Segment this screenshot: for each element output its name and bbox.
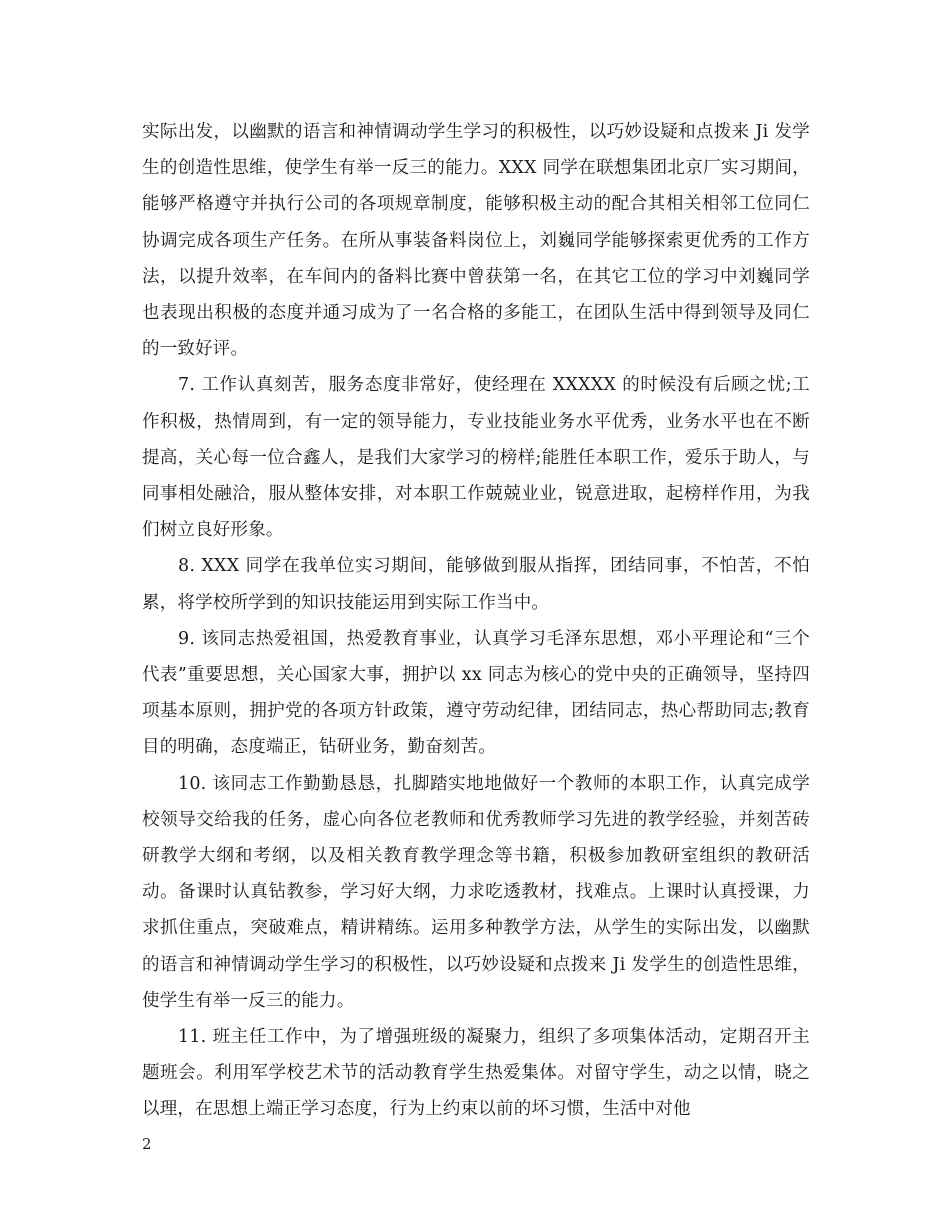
paragraph-item-7: 7. 工作认真刻苦，服务态度非常好，使经理在 XXXXX 的时候没有后顾之忧;工作积极，热情周到，有一定的领导能力，专业技能业务水平优秀，业务水平也在不断提高，关心每一位合鑫人，是我们大家学习的榜样;能胜任本职工作，爱乐于助人，与同事相处融洽，服从整体安排，对本职工作兢兢业业，锐意进取，起榜样作用，为我们树立良好形象。 <box>142 375 810 541</box>
paragraph-item-9: 9. 该同志热爱祖国，热爱教育事业，认真学习毛泽东思想，邓小平理论和“三个代表”重要思想，关心国家大事，拥护以 xx 同志为核心的党中央的正确领导，坚持四项基本原则，拥护党的各项方针政策，遵守劳动纪律，团结同志，热心帮助同志;教育目的明确，态度端正，钻研业务，勤奋刻苦。 <box>142 628 810 758</box>
document-body <box>142 114 810 1128</box>
paragraph-item-11: 11. 班主任工作中，为了增强班级的凝聚力，组织了多项集体活动，定期召开主题班会。利用军学校艺术节的活动教育学生热爱集体。对留守学生，动之以情，晓之以理，在思想上端正学习态度，行为上约束以前的坏习惯，生活中对他 <box>142 1027 810 1120</box>
paragraph-item-8: 8. XXX 同学在我单位实习期间，能够做到服从指挥，团结同事，不怕苦，不怕累，将学校所学到的知识技能运用到实际工作当中。 <box>142 556 810 613</box>
paragraph-item-10: 10. 该同志工作勤勤恳恳，扎脚踏实地地做好一个教师的本职工作，认真完成学校领导交给我的任务，虚心向各位老教师和优秀教师学习先进的教学经验，并刻苦砖研教学大纲和考纲，以及相关教育教学理念等书籍，积极参加教研室组织的教研活动。备课时认真钻教参，学习好大纲，力求吃透教材，找难点。上课时认真授课，力求抓住重点，突破难点，精讲精练。运用多种教学方法，从学生的实际出发，以幽默的语言和神情调动学生学习的积极性，以巧妙设疑和点拨来 Ji 发学生的创造性思维，使学生有举一反三的能力。 <box>142 773 810 1011</box>
page-number: 2 <box>142 1135 152 1153</box>
paragraph-continuation: 实际出发，以幽默的语言和神情调动学生学习的积极性，以巧妙设疑和点拨来 Ji 发学生的创造性思维，使学生有举一反三的能力。XXX 同学在联想集团北京厂实习期间，能够严格遵守并执行公司的各项规章制度，能够积极主动的配合其相关相邻工位同仁协调完成各项生产任务。在所从事装备料岗位上，刘巍同学能够探索更优秀的工作方法，以提升效率，在车间内的备料比赛中曾获第一名，在其它工位的学习中刘巍同学也表现出积极的态度并通习成为了一名合格的多能工，在团队生活中得到领导及同仁的一致好评。 <box>142 122 810 360</box>
